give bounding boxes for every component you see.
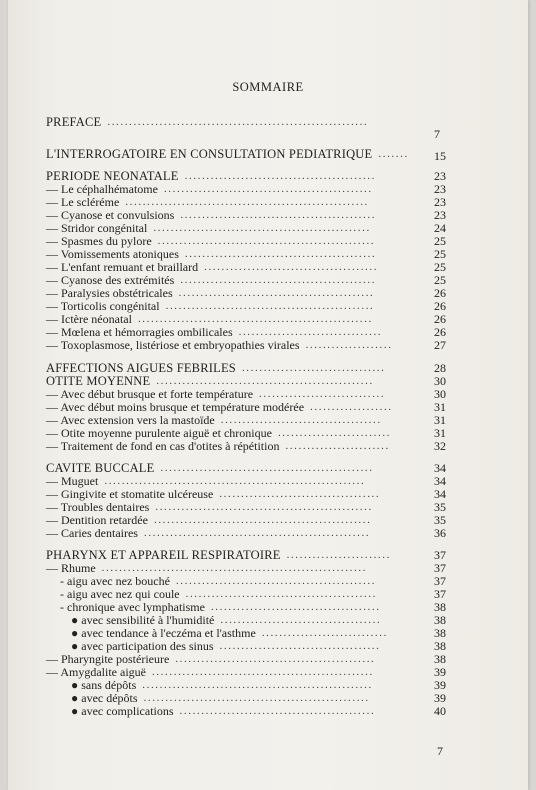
dot-leader: ............................................................. [101, 562, 368, 574]
toc-entry-page: 23 [434, 169, 446, 183]
toc-entry-page: 31 [434, 413, 446, 427]
toc-entry-page: 37 [434, 574, 446, 588]
toc-entry-label: PREFACE [46, 115, 102, 129]
dot-leader: ............................................ [185, 588, 378, 600]
toc-entry-label: AFFECTIONS AIGUES FEBRILES [46, 361, 236, 375]
toc-entry-label: ● sans dépôts [71, 678, 137, 692]
dot-leader: .................................................... [143, 692, 370, 704]
toc-entry-page: 39 [434, 665, 446, 679]
dot-leader: .................................................. [153, 514, 372, 526]
toc-entry-page: 37 [434, 548, 446, 562]
toc-entry [8, 527, 528, 540]
toc-entry-page: 34 [434, 461, 446, 475]
toc-entry-label: — Ictère néonatal [46, 312, 132, 326]
toc-entry-page: 26 [434, 286, 446, 300]
dot-leader: ..................................................... [142, 679, 373, 691]
toc-entry-page: 23 [434, 195, 446, 209]
dot-leader: ..................................... [220, 414, 382, 426]
toc-entry-page: 36 [434, 526, 446, 540]
toc-entry-page: 27 [434, 338, 446, 352]
toc-entry-label: CAVITE BUCCALE [46, 461, 155, 475]
toc-entry-page: 25 [434, 273, 446, 287]
toc-entry-page: 38 [434, 600, 446, 614]
toc-entry-label: L'INTERROGATOIRE EN CONSULTATION PEDIATRIQUE [46, 147, 373, 161]
dot-leader: ................................. [238, 326, 383, 338]
toc-entry [8, 115, 528, 141]
toc-entry-label: — Otite moyenne purulente aiguë et chronique [46, 426, 272, 440]
dot-leader: ........................ [286, 549, 391, 561]
dot-leader: ................................................... [151, 666, 374, 678]
dot-leader: .............................................. [175, 575, 377, 587]
toc-entry-label: — Stridor congénital [46, 221, 148, 235]
dot-leader: .................................................. [156, 375, 374, 387]
toc-entry-page: 26 [434, 312, 446, 326]
dot-leader: ............................................ [184, 248, 377, 260]
dot-leader: ..................................... [219, 640, 381, 652]
toc-entry-page: 15 [434, 149, 446, 163]
dot-leader: .......................... [277, 427, 392, 439]
toc-entry-label: PHARYNX ET APPAREIL RESPIRATOIRE [46, 548, 281, 562]
toc-entry [8, 339, 528, 352]
dot-leader: ............................................ [184, 170, 376, 182]
toc-entry-label: — Gingivite et stomatite ulcéreuse [46, 487, 214, 501]
toc-entry-label: — Toxoplasmose, listériose et embryopathies virales [46, 338, 300, 352]
toc-entry-page: 38 [434, 639, 446, 653]
toc-entry-page: 24 [434, 221, 446, 235]
toc-entry-label: — Avec début brusque et forte température [46, 387, 254, 401]
dot-leader: ....... [378, 148, 409, 160]
dot-leader: ............................. [261, 627, 388, 639]
toc-entry-page: 38 [434, 652, 446, 666]
toc-entry-page: 40 [434, 704, 446, 718]
dot-leader: ................................. [241, 362, 386, 374]
dot-leader: ............................................................ [107, 116, 369, 128]
toc-entry-label: OTITE MOYENNE [46, 374, 151, 388]
toc-entry-page: 26 [434, 299, 446, 313]
toc-entry-label: — Avec extension vers la mastoïde [46, 413, 215, 427]
dot-leader: .................... [305, 339, 393, 351]
toc-entry-label: ● avec participation des sinus [71, 639, 214, 653]
toc-entry-label: - chronique avec lymphatisme [60, 600, 205, 614]
toc-entry-label: - aigu avec nez bouché [60, 574, 170, 588]
toc-entry-label: — Dentition retardée [46, 513, 148, 527]
dot-leader: ............................................. [178, 287, 375, 299]
toc-entry-page: 35 [434, 513, 446, 527]
dot-leader: ........................ [285, 440, 390, 452]
toc-entry-page: 23 [434, 208, 446, 222]
toc-entry-label: ● avec tendance à l'eczéma et l'asthme [71, 626, 256, 640]
toc-entry-page: 31 [434, 426, 446, 440]
dot-leader: .................................................. [155, 501, 373, 513]
toc-entry [8, 440, 528, 453]
toc-entry-label: — Rhume [46, 561, 96, 575]
dot-leader: ........................................................ [125, 196, 369, 208]
dot-leader: ................... [310, 401, 393, 413]
toc-entry-page: 35 [434, 500, 446, 514]
toc-entry-page: 30 [434, 387, 446, 401]
toc-entry-label: — Muguet [46, 474, 99, 488]
page-number: 7 [437, 744, 443, 758]
dot-leader: ..................................... [220, 614, 382, 626]
dot-leader: .............................................. [175, 653, 376, 665]
dot-leader: .................................................. [157, 235, 376, 247]
toc-entry-label: — Avec début moins brusque et température modérée [46, 400, 305, 414]
book-page [8, 0, 528, 790]
toc-entry-page: 34 [434, 487, 446, 501]
dot-leader: ............................. [259, 388, 386, 400]
toc-entry-label: — Vomissements atoniques [46, 247, 179, 261]
toc-entry-label: — Pharyngite postérieure [46, 652, 170, 666]
dot-leader: ................................................ [165, 300, 375, 312]
dot-leader: ....................................... [210, 601, 381, 613]
toc-entry-label: — Cyanose et convulsions [46, 208, 175, 222]
toc-entry-label: — Le céphalhématome [46, 182, 158, 196]
toc-entry-label: — Mœlena et hémorragies ombilicales [46, 325, 233, 339]
dot-leader: ................................................. [160, 462, 374, 474]
toc-entry-label: — L'enfant remuant et braillard [46, 260, 199, 274]
toc-entry [8, 148, 528, 161]
table-of-contents [8, 0, 528, 790]
toc-entry-label: — Le scléréme [46, 195, 120, 209]
dot-leader: ...................................................... [137, 313, 373, 325]
toc-entry-label: PERIODE NEONATALE [46, 169, 179, 183]
toc-entry-page: 32 [434, 439, 446, 453]
dot-leader: ............................................. [180, 209, 377, 221]
dot-leader: ..................................... [219, 488, 381, 500]
toc-entry-label: — Troubles dentaires [46, 500, 150, 514]
toc-entry-page: 30 [434, 374, 446, 388]
dot-leader: ............................................. [179, 705, 376, 717]
dot-leader: .................................................... [143, 527, 371, 539]
toc-entry-page: 34 [434, 474, 446, 488]
toc-entry-page: 37 [434, 587, 446, 601]
toc-entry-page: 31 [434, 400, 446, 414]
dot-leader: .................................................. [153, 222, 371, 234]
toc-entry-page: 37 [434, 561, 446, 575]
toc-entry [8, 705, 528, 718]
toc-entry-label: ● avec sensibilité à l'humidité [71, 613, 215, 627]
toc-entry-page: 25 [434, 234, 446, 248]
toc-entry-label: - aigu avec nez qui coule [60, 587, 180, 601]
toc-entry-page: 39 [434, 678, 446, 692]
toc-entry-label: — Cyanose des extrémités [46, 273, 175, 287]
toc-entry-label: ● avec dépôts [71, 691, 138, 705]
toc-entry-page: 28 [434, 361, 446, 375]
toc-entry-label: — Paralysies obstétricales [46, 286, 173, 300]
dot-leader: ............................................. [180, 274, 377, 286]
dot-leader: ............................................................ [104, 475, 366, 487]
page-title: SOMMAIRE [232, 80, 304, 94]
toc-entry-label: — Spasmes du pylore [46, 234, 152, 248]
toc-entry-page: 38 [434, 626, 446, 640]
toc-entry-page: 25 [434, 260, 446, 274]
toc-entry-label: — Caries dentaires [46, 526, 138, 540]
dot-leader: ................................................ [163, 183, 373, 195]
toc-entry-label: ● avec complications [71, 704, 174, 718]
toc-entry-page: 39 [434, 691, 446, 705]
toc-entry-label: — Torticolis congénital [46, 299, 160, 313]
dot-leader: ........................................ [204, 261, 379, 273]
toc-entry-page: 38 [434, 613, 446, 627]
toc-entry-page: 26 [434, 325, 446, 339]
toc-entry-page: 7 [434, 127, 440, 141]
toc-entry-page: 25 [434, 247, 446, 261]
toc-entry-label: — Amygdalite aiguë [46, 665, 146, 679]
toc-entry-page: 23 [434, 182, 446, 196]
toc-entry-label: — Traitement de fond en cas d'otites à répétition [46, 439, 280, 453]
